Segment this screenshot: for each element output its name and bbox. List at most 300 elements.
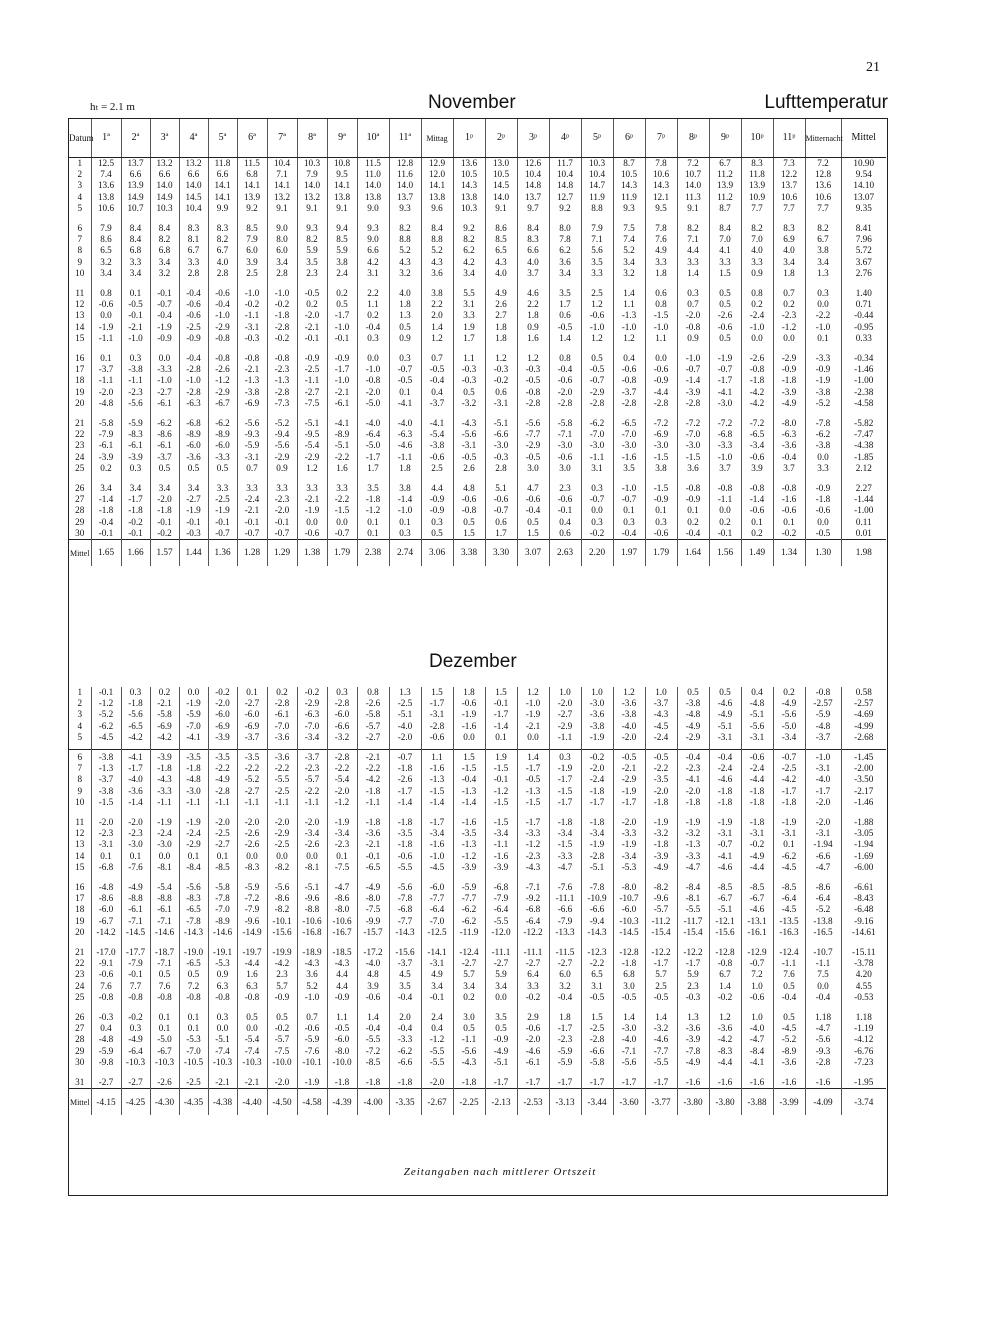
value-cell: 7.8 [645,158,677,170]
value-cell: -0.1 [297,333,327,344]
value-cell: 2.4 [327,268,357,279]
value-cell: 3.2 [91,257,121,268]
value-cell: -4.1 [709,851,741,862]
value-cell: 0.3 [121,463,150,474]
value-cell: -6.1 [121,440,150,451]
value-cell: 1.0 [741,981,773,992]
value-cell: -0.6 [91,299,121,310]
value-cell: -10.3 [208,1057,237,1068]
mean-cell: 3.07 [517,540,549,567]
value-cell: -5.6 [121,398,150,409]
value-cell: 8.5 [485,234,517,245]
value-cell: 2.8 [208,268,237,279]
value-cell: -10.0 [267,1057,297,1068]
value-cell: -2.2 [297,786,327,797]
value-cell: -0.6 [517,494,549,505]
value-cell: -0.2 [709,992,741,1003]
value-cell: -2.0 [645,786,677,797]
day-cell: 7 [77,234,83,245]
value-cell: -8.6 [805,873,841,893]
table-row [69,268,886,279]
value-cell: 0.5 [709,333,741,344]
value-cell: -3.4 [613,851,645,862]
value-cell: 0.1 [389,517,421,528]
value-cell: 8.6 [485,214,517,234]
value-cell: 2.2 [421,299,453,310]
value-cell: -2.8 [581,851,613,862]
day-cell: 15 [75,332,85,343]
value-cell: -5.1 [741,709,773,720]
value-cell: 8.7 [613,158,645,170]
value-cell: -2.9 [581,387,613,398]
value-cell: -0.6 [581,310,613,321]
day-cell: 6 [77,752,83,763]
value-cell: 8.4 [121,234,150,245]
value-cell: -3.0 [677,440,709,451]
value-cell: -3.1 [421,958,453,969]
value-cell: -0.8 [208,333,237,344]
value-cell: -2.6 [208,364,237,375]
value-cell: -7.1 [613,1046,645,1057]
value-cell: 0.2 [150,687,179,698]
value-cell: -4.7 [805,862,841,873]
value-cell: -0.7 [485,505,517,516]
day-cell: 19 [75,915,85,926]
value-cell: -1.6 [421,839,453,850]
value-cell: -10.3 [237,1057,267,1068]
column-header: 11ᵖ [773,119,805,158]
value-cell: -1.9 [581,732,613,743]
value-cell: -12.2 [645,938,677,958]
value-cell: 9.35 [841,203,886,214]
value-cell: -2.0 [327,786,357,797]
table-row [69,938,886,958]
value-cell: -5.2 [91,709,121,720]
value-cell: -4.2 [357,774,389,785]
value-cell: -9.16 [841,916,886,927]
value-cell: -2.3 [267,364,297,375]
value-cell: -2.0 [613,732,645,743]
value-cell: 1.4 [709,981,741,992]
value-cell: -4.3 [453,409,485,429]
value-cell: -2.6 [709,310,741,321]
value-cell: 3.4 [121,268,150,279]
value-cell: 4.0 [208,257,237,268]
value-cell: -15.6 [709,927,741,938]
value-cell: -0.6 [645,528,677,540]
value-cell: -0.5 [121,299,150,310]
value-cell: 0.1 [237,687,267,698]
value-cell: 14.0 [150,180,179,191]
value-cell: -8.9 [208,429,237,440]
value-cell: -6.4 [485,904,517,915]
value-cell: -0.4 [421,375,453,386]
table-row [69,828,886,839]
value-cell: -7.9 [237,904,267,915]
table-row [69,429,886,440]
value-cell: -5.4 [297,440,327,451]
value-cell: -0.8 [208,344,237,364]
value-cell: 0.3 [121,1023,150,1034]
value-cell: -6.0 [91,904,121,915]
value-cell: 13.9 [237,192,267,203]
value-cell: -1.7 [357,452,389,463]
value-cell: -3.5 [645,774,677,785]
value-cell: -2.4 [237,494,267,505]
value-cell: -1.5 [327,505,357,516]
value-cell: -0.7 [741,958,773,969]
value-cell: -5.5 [485,916,517,927]
value-cell: -7.0 [421,916,453,927]
value-cell: -3.6 [267,743,297,763]
value-cell: -2.7 [237,698,267,709]
value-cell: -5.8 [150,709,179,720]
column-header: 6ª [237,119,267,158]
value-cell: -3.8 [91,743,121,763]
value-cell: -0.3 [485,452,517,463]
value-cell: 0.5 [709,279,741,299]
value-cell: 8.41 [841,214,886,234]
value-cell: 11.8 [741,169,773,180]
value-cell: 10.5 [485,169,517,180]
value-cell: 7.6 [645,234,677,245]
value-cell: -6.5 [741,429,773,440]
value-cell: 0.1 [741,517,773,528]
value-cell: -6.9 [237,721,267,732]
value-cell: -5.5 [389,862,421,873]
day-cell: 29 [75,1045,85,1056]
value-cell: 11.9 [613,192,645,203]
value-cell: -17.2 [357,938,389,958]
value-cell: 1.1 [421,743,453,763]
value-cell: -1.9 [150,808,179,828]
column-header: Datum [69,119,91,158]
value-cell: 14.0 [297,180,327,191]
value-cell: -11.1 [549,893,581,904]
column-header: 2ᵖ [485,119,517,158]
value-cell: 9.1 [677,203,709,214]
mean-cell: -3.88 [741,1089,773,1116]
value-cell: -6.8 [91,862,121,873]
value-cell: 7.8 [549,234,581,245]
value-cell: 3.4 [421,981,453,992]
value-cell: -15.4 [645,927,677,938]
value-cell: -2.1 [517,721,549,732]
value-cell: 2.9 [517,1003,549,1023]
value-cell: 9.9 [208,203,237,214]
value-cell: -7.0 [297,721,327,732]
value-cell: -2.7 [357,732,389,743]
value-cell: 1.8 [389,299,421,310]
value-cell: 7.9 [237,234,267,245]
value-cell: -3.3 [150,786,179,797]
value-cell: 1.7 [485,528,517,540]
value-cell: -1.8 [150,763,179,774]
value-cell: 0.0 [805,517,841,528]
value-cell: -3.9 [677,387,709,398]
value-cell: 3.3 [297,474,327,494]
value-cell: -2.2 [237,763,267,774]
value-cell: 13.8 [453,192,485,203]
value-cell: 0.5 [677,687,709,698]
value-cell: 6.6 [150,169,179,180]
day-cell: 15 [75,861,85,872]
value-cell: -1.1 [267,797,297,808]
value-cell: 13.7 [121,158,150,170]
value-cell: -7.2 [645,409,677,429]
value-cell: -1.94 [841,839,886,850]
value-cell: -15.6 [389,938,421,958]
value-cell: -7.1 [517,873,549,893]
value-cell: -0.7 [709,839,741,850]
day-cell: 20 [75,397,85,408]
value-cell: 7.6 [91,981,121,992]
value-cell: -2.9 [208,322,237,333]
value-cell: 1.0 [645,687,677,698]
value-cell: -7.1 [150,916,179,927]
value-cell: 7.7 [805,203,841,214]
value-cell: -6.8 [179,409,208,429]
mean-cell: -3.60 [613,1089,645,1116]
day-cell: 4 [77,191,83,202]
value-cell: -1.8 [805,494,841,505]
mean-cell: -3.44 [581,1089,613,1116]
value-cell: -3.8 [421,440,453,451]
value-cell: -1.6 [421,763,453,774]
value-cell: -4.0 [389,409,421,429]
day-cell: 12 [75,828,85,839]
value-cell: 0.5 [773,1003,805,1023]
value-cell: -3.8 [677,698,709,709]
value-cell: 1.5 [485,687,517,698]
value-cell: 0.5 [237,1003,267,1023]
value-cell: -1.5 [517,797,549,808]
value-cell: -1.7 [549,774,581,785]
value-cell: -5.3 [179,1034,208,1045]
november-title: November [428,92,516,113]
column-header: 6ᵖ [613,119,645,158]
value-cell: -1.8 [741,797,773,808]
value-cell: -6.0 [613,904,645,915]
value-cell: -7.7 [389,916,421,927]
value-cell: -8.1 [297,862,327,873]
value-cell: -0.6 [805,505,841,516]
value-cell: -1.0 [613,322,645,333]
value-cell: -2.5 [208,494,237,505]
value-cell: -1.9 [327,808,357,828]
value-cell: -4.9 [121,1034,150,1045]
table-row [69,452,886,463]
day-cell: 30 [75,1056,85,1067]
value-cell: -0.6 [357,992,389,1003]
value-cell: -1.7 [121,494,150,505]
value-cell: 8.5 [237,214,267,234]
value-cell: -0.2 [267,299,297,310]
value-cell: 5.2 [389,245,421,256]
value-cell: -5.1 [485,1057,517,1068]
value-cell: 1.7 [549,299,581,310]
value-cell: -6.3 [389,429,421,440]
value-cell: 1.7 [453,333,485,344]
value-cell: -6.4 [773,893,805,904]
value-cell: -1.9 [517,709,549,720]
mean-cell: 1.64 [677,540,709,567]
value-cell: -5.6 [267,440,297,451]
value-cell: -0.7 [773,743,805,763]
value-cell: -8.6 [267,893,297,904]
value-cell: 7.9 [91,214,121,234]
value-cell: -1.46 [841,797,886,808]
value-cell: -5.9 [549,1046,581,1057]
day-cell: 25 [75,991,85,1002]
mean-cell: 2.63 [549,540,581,567]
value-cell: -3.0 [645,440,677,451]
mean-cell: -3.35 [389,1089,421,1116]
value-cell: -7.4 [208,1046,237,1057]
mean-cell: -4.25 [121,1089,150,1116]
value-cell: -5.8 [357,709,389,720]
value-cell: 1.8 [645,268,677,279]
value-cell: -5.6 [121,709,150,720]
value-cell: -2.6 [357,698,389,709]
value-cell: -1.7 [709,375,741,386]
value-cell: -8.2 [267,862,297,873]
value-cell: -0.9 [327,344,357,364]
value-cell: -12.0 [485,927,517,938]
value-cell: -5.6 [453,1046,485,1057]
value-cell: -1.9 [549,763,581,774]
value-cell: 0.0 [453,732,485,743]
value-cell: 7.9 [297,169,327,180]
value-cell: 1.3 [805,268,841,279]
value-cell: -4.6 [517,1046,549,1057]
value-cell: -1.5 [91,797,121,808]
value-cell: -4.3 [150,774,179,785]
day-cell: 26 [75,1012,85,1023]
value-cell: -2.8 [267,322,297,333]
value-cell: -3.5 [208,743,237,763]
value-cell: -6.4 [121,1046,150,1057]
value-cell: -3.1 [805,828,841,839]
table-row [69,1003,886,1023]
value-cell: -2.7 [208,839,237,850]
value-cell: -6.6 [581,904,613,915]
value-cell: 0.2 [709,517,741,528]
value-cell: 6.6 [121,169,150,180]
value-cell: 4.4 [327,969,357,980]
value-cell: -1.7 [421,698,453,709]
value-cell: 3.4 [485,981,517,992]
value-cell: -5.0 [357,398,389,409]
value-cell: 3.0 [453,1003,485,1023]
value-cell: -0.8 [267,344,297,364]
value-cell: -1.7 [549,797,581,808]
value-cell: -8.5 [709,873,741,893]
value-cell: -7.4 [237,1046,267,1057]
value-cell: -11.9 [453,927,485,938]
value-cell: 14.3 [645,180,677,191]
table-row [69,517,886,528]
value-cell: 6.7 [179,245,208,256]
value-cell: 4.8 [357,969,389,980]
value-cell: 0.0 [208,1023,237,1034]
value-cell: -6.4 [517,916,549,927]
value-cell: -5.7 [357,721,389,732]
mean-cell: 1.38 [297,540,327,567]
value-cell: 14.8 [549,180,581,191]
value-cell: -1.1 [485,839,517,850]
value-cell: -11.5 [549,938,581,958]
value-cell: -4.8 [91,873,121,893]
value-cell: -5.1 [581,862,613,873]
value-cell: -4.3 [327,958,357,969]
value-cell: 0.1 [179,1003,208,1023]
mean-cell: -2.13 [485,1089,517,1116]
value-cell: 0.11 [841,517,886,528]
value-cell: -7.8 [179,916,208,927]
value-cell: -3.50 [841,774,886,785]
value-cell: -2.7 [179,494,208,505]
value-cell: -6.7 [741,893,773,904]
value-cell: -3.3 [549,851,581,862]
value-cell: -4.8 [741,698,773,709]
value-cell: -4.5 [773,1023,805,1034]
value-cell: 7.2 [805,158,841,170]
value-cell: 3.8 [327,257,357,268]
value-cell: -0.2 [121,1003,150,1023]
value-cell: -2.0 [517,1034,549,1045]
value-cell: 0.7 [421,344,453,364]
table-row [69,709,886,720]
value-cell: -8.4 [741,1046,773,1057]
value-cell: -7.7 [517,429,549,440]
value-cell: 14.3 [613,180,645,191]
december-table [69,687,886,1115]
value-cell: 0.5 [389,322,421,333]
table-row [69,969,886,980]
value-cell: -1.0 [613,474,645,494]
value-cell: -1.8 [773,797,805,808]
value-cell: -1.0 [150,375,179,386]
value-cell: -6.1 [150,440,179,451]
value-cell: -8.1 [150,862,179,873]
value-cell: -4.6 [645,1034,677,1045]
day-cell: 23 [75,969,85,980]
value-cell: -1.0 [741,322,773,333]
value-cell: -6.0 [327,709,357,720]
day-cell: 11 [75,817,85,828]
value-cell: -0.8 [613,375,645,386]
value-cell: 0.0 [805,299,841,310]
value-cell: -6.7 [208,398,237,409]
value-cell: -6.6 [389,1057,421,1068]
value-cell: -3.2 [677,828,709,839]
value-cell: 5.2 [421,245,453,256]
value-cell: 8.6 [91,234,121,245]
value-cell: 3.4 [773,257,805,268]
value-cell: -0.1 [357,851,389,862]
value-cell: -1.0 [121,333,150,344]
table-row [69,409,886,429]
mean-cell: -3.99 [773,1089,805,1116]
table-row [69,721,886,732]
value-cell: 7.0 [709,234,741,245]
value-cell: -3.1 [805,763,841,774]
value-cell: 9.54 [841,169,886,180]
value-cell: 1.40 [841,279,886,299]
day-cell: 5 [77,731,83,742]
value-cell: 6.5 [91,245,121,256]
